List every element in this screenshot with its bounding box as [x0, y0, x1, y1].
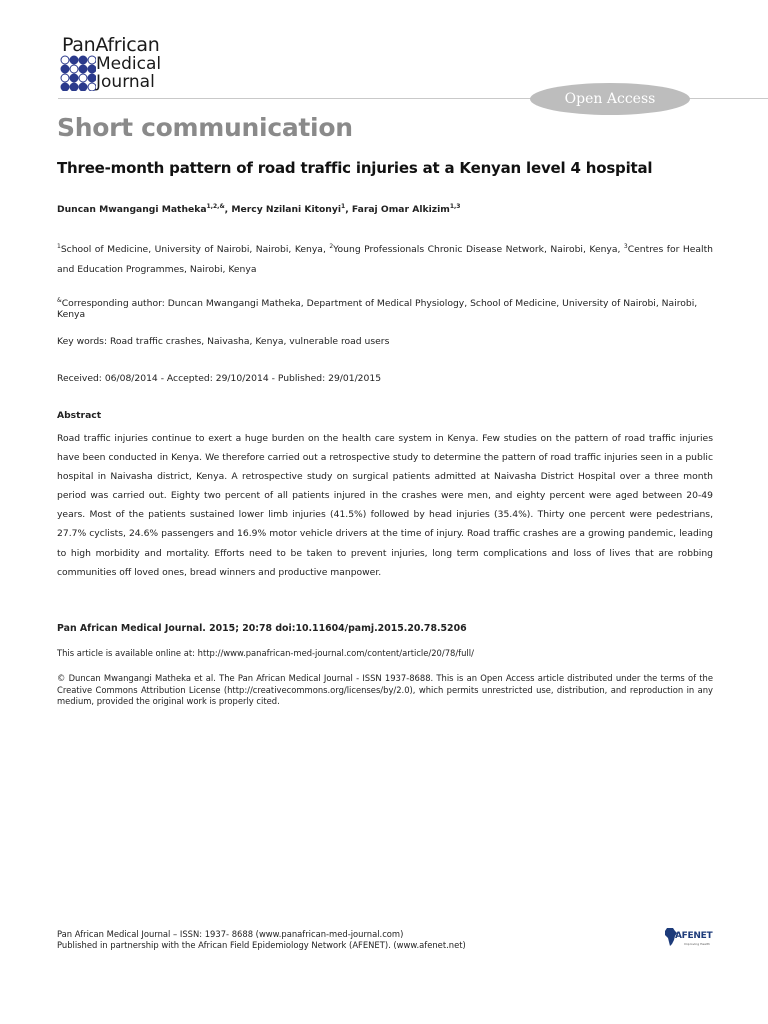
open-access-badge: Open Access [530, 83, 690, 115]
logo-text-line2: Medical [96, 54, 162, 74]
abstract-text: Road traffic injuries continue to exert a huge burden on the health care system in Kenya. Few studies on the pattern of road traffic injuries have been conducted in Kenya. We therefore carried out a retrospective study to determine the pattern of road traffic injuries seen in a public hospital in Naivasha district, Kenya. A retrospective study on surgical patients admitted at Naivasha District Hospital over a three month period was carried out. Eighty two percent of all patients injured in the crashes were men, and eighty percent were aged between 20-49 years. Most of the patients sustained lower limb injuries (41.5%) followed by head injuries (35.4%). Thirty one percent were pedestrians, 27.7% cyclists, 24.6% passengers and 16.9% motor vehicle drivers at the time of injury. Road traffic crashes are a growing pandemic, leading to high morbidity and mortality. Efforts need to be taken to prevent injuries, long term complications and loss of lives that are robbing communities off loved ones, bread winners and productive manpower. [57, 433, 713, 578]
author-separator: , [224, 204, 232, 215]
footer-journal-info: Pan African Medical Journal – ISSN: 1937- 8688 (www.panafrican-med-journal.com) [57, 929, 404, 939]
afenet-logo-tagline: Improving Health [684, 942, 710, 946]
affiliation-text: Young Professionals Chronic Disease Network, Nairobi, Kenya, [333, 244, 624, 255]
affiliation-marker: 3 [623, 242, 628, 250]
corresponding-author [57, 298, 713, 320]
affiliation-marker: 1 [57, 242, 61, 250]
affiliation-marker: 2 [329, 242, 334, 250]
author-affiliation-marker: 1,2,& [206, 202, 225, 210]
logo-dot-grid-icon [60, 55, 96, 91]
affiliation-text: School of Medicine, University of Nairobi, Nairobi, Kenya, [60, 244, 330, 255]
affiliations [57, 240, 713, 280]
article-title: Three-month pattern of road traffic injuries at a Kenyan level 4 hospital [57, 159, 653, 177]
journal-logo [58, 36, 198, 92]
author-affiliation-marker: 1,3 [449, 202, 461, 210]
keywords: Key words: Road traffic crashes, Naivasha, Kenya, vulnerable road users [57, 336, 390, 347]
author-affiliation-marker: 1 [341, 202, 346, 210]
afenet-logo-text: AFENET [675, 931, 713, 941]
section-label: Short communication [57, 113, 353, 142]
copyright-notice: © Duncan Mwangangi Matheka et al. The Pan African Medical Journal - ISSN 1937-8688. This is an Open Access article distributed under the terms of the Creative Commons Attribution License (http://creativecommons.org/licenses/by/2.0), which permits unrestricted use, distribution, and reproduction in any medium, provided the original work is properly cited. [57, 673, 713, 706]
availability-note: This article is available online at: http://www.panafrican-med-journal.com/content/article/20/78/full/ [57, 648, 474, 658]
author-separator: , [345, 204, 352, 215]
corresponding-author-text: Corresponding author: Duncan Mwangangi Matheka, Department of Medical Physiology, School of Medicine, University of Nairobi, Nairobi, Kenya [57, 298, 698, 320]
logo-text-line1: PanAfrican [62, 34, 160, 56]
publication-dates: Received: 06/08/2014 - Accepted: 29/10/2014 - Published: 29/01/2015 [57, 373, 382, 384]
affiliation-text: Centres for Health and Education Programmes, Nairobi, Kenya [57, 244, 714, 275]
corresponding-marker: & [57, 296, 62, 304]
footer-partnership: Published in partnership with the African Field Epidemiology Network (AFENET). (www.afenet.net) [57, 940, 466, 950]
author-name: Mercy Nzilani Kitonyi [231, 204, 341, 215]
author-name: Faraj Omar Alkizim [351, 204, 450, 215]
author-name: Duncan Mwangangi Matheka [57, 204, 207, 215]
author-list [57, 204, 460, 215]
logo-text-line3: Journal [96, 72, 155, 92]
afenet-logo [664, 926, 714, 948]
abstract-heading: Abstract [57, 410, 102, 421]
citation: Pan African Medical Journal. 2015; 20:78 doi:10.11604/pamj.2015.20.78.5206 [57, 623, 467, 634]
